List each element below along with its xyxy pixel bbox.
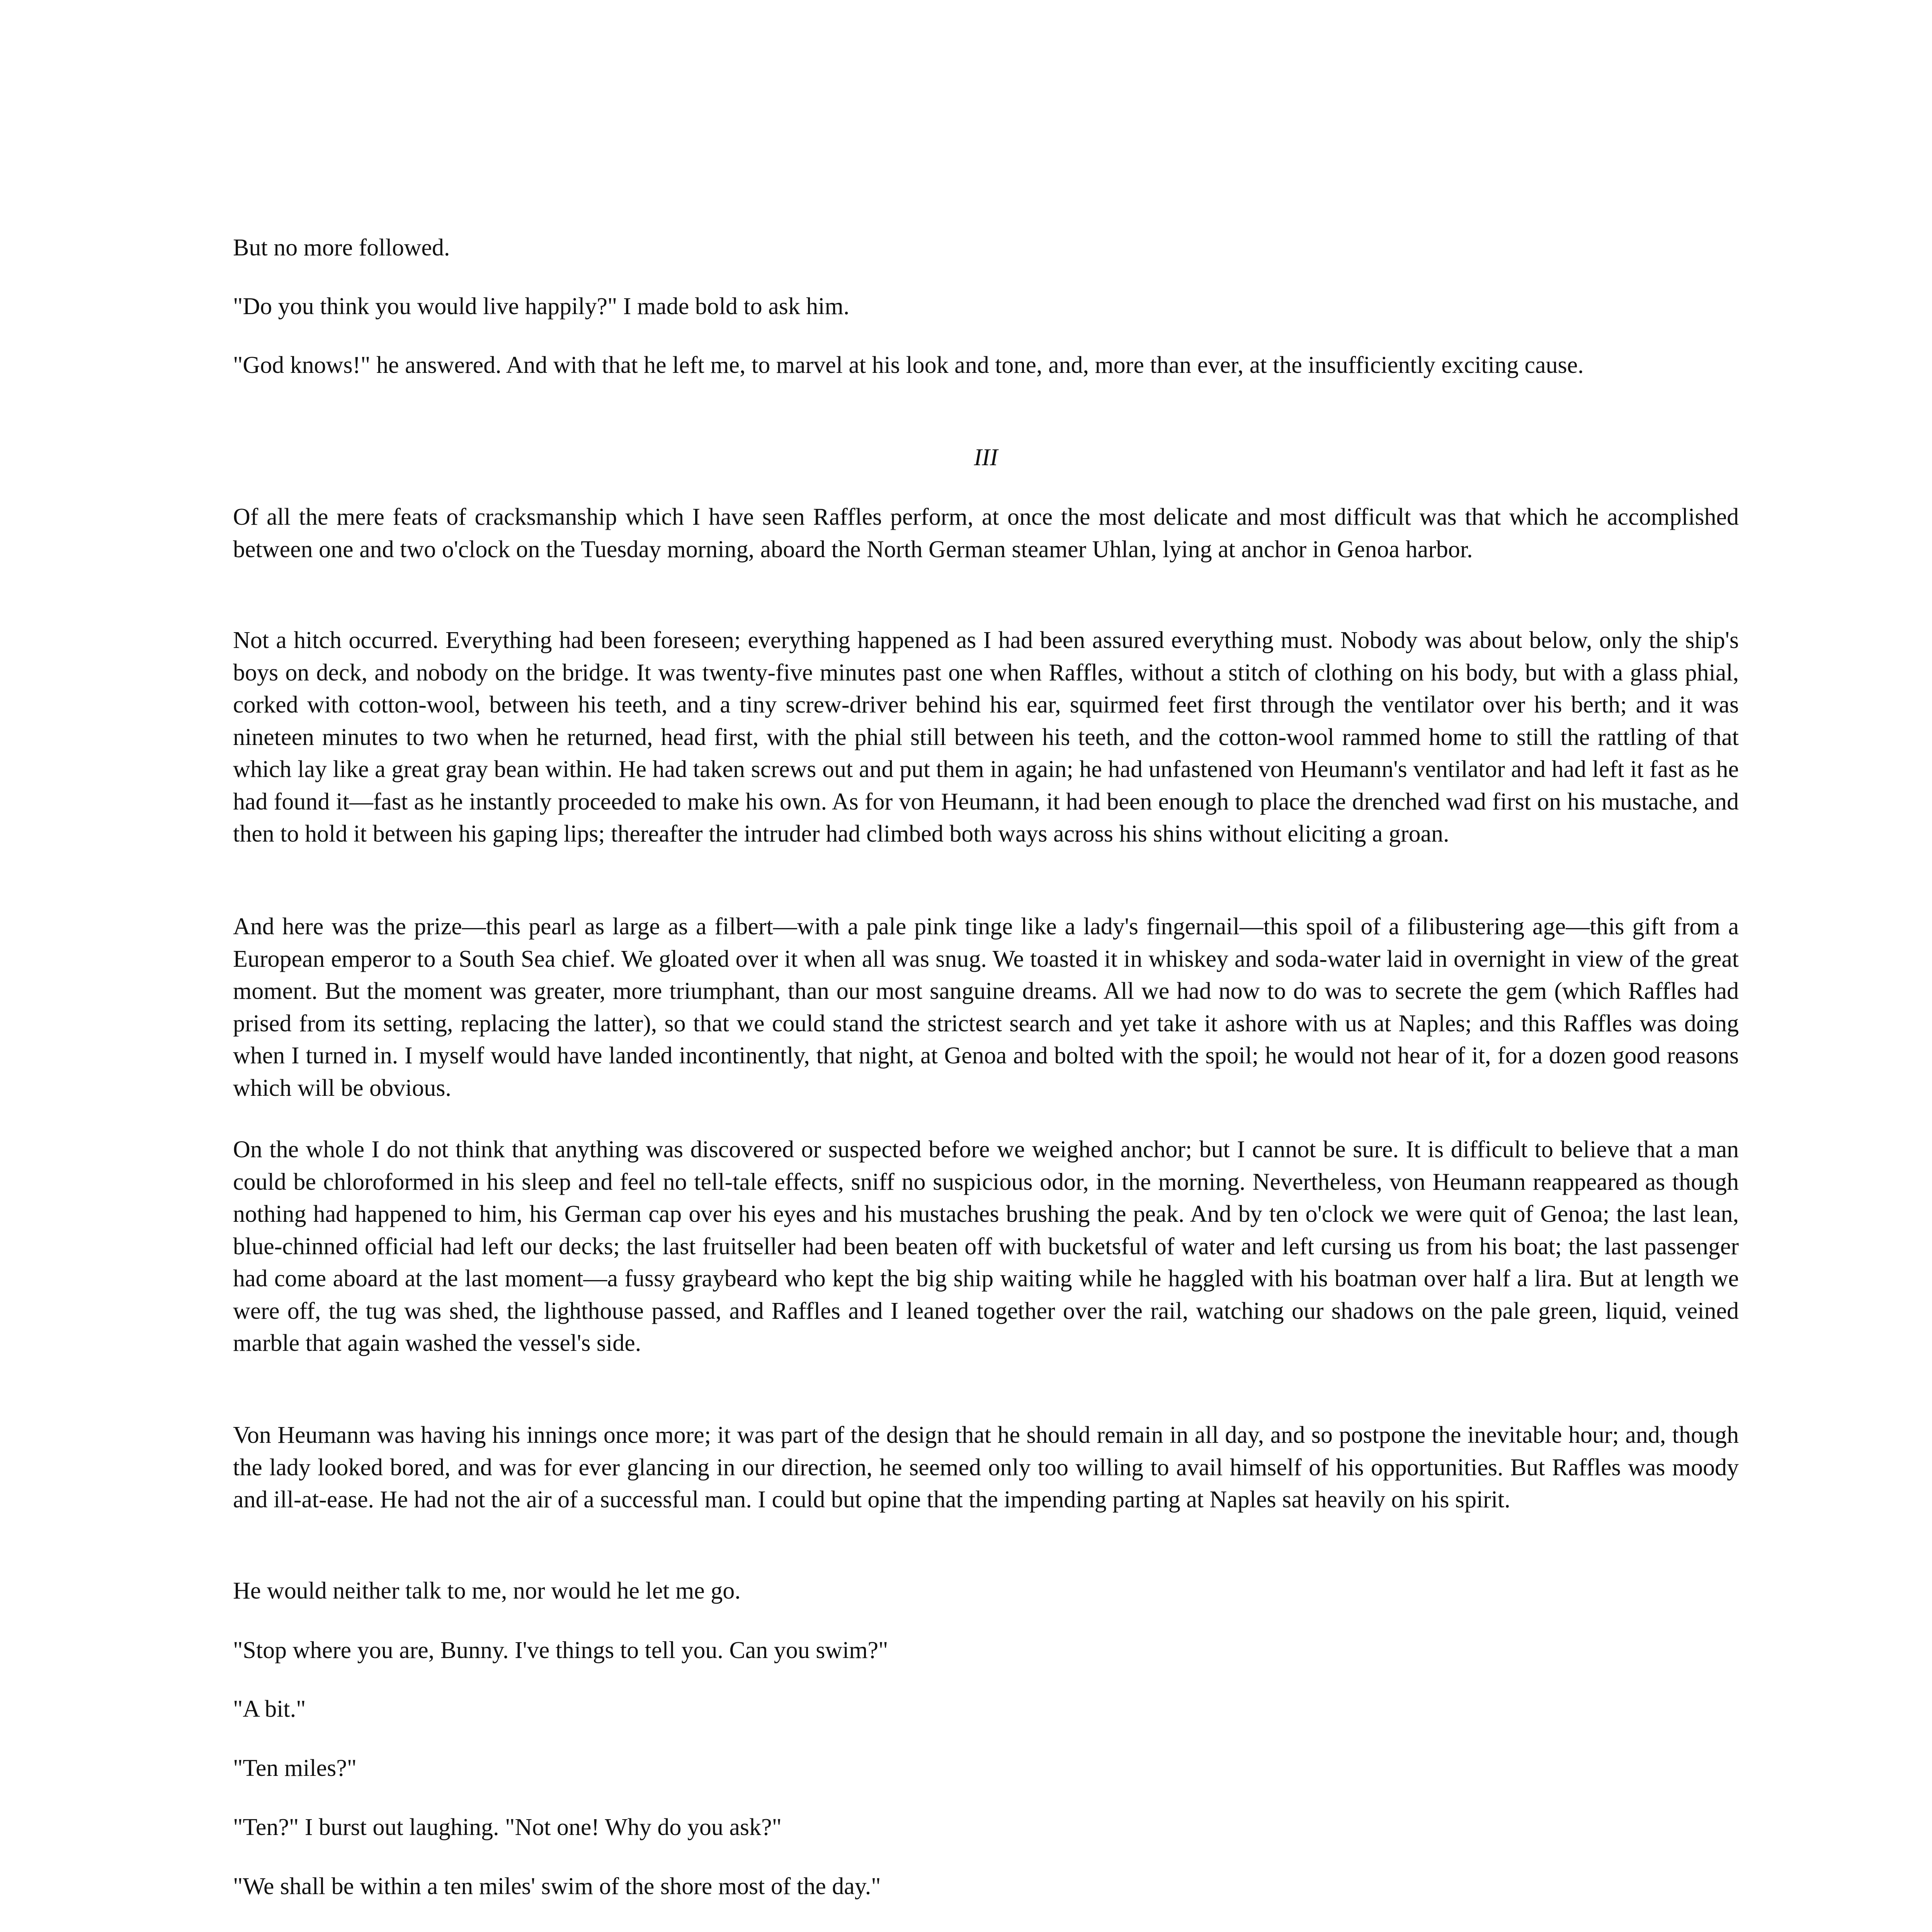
paragraph-13: "Ten?" I burst out laughing. "Not one! Why do you ask?" [233, 1814, 782, 1840]
paragraph-7: On the whole I do not think that anything was discovered or suspected before we weighed anchor; but I cannot be sure. It is difficult to believe that a man could be chloroformed in his sleep and feel no tell-tale effects, sniff no suspicious odor, in the morning. Nevertheless, von Heumann reappeared as though nothing had happened to him, his German cap over his eyes and his mustaches brushing the peak. And by ten o'clock we were quit of Genoa; the last lean, blue-chinned official had left our decks; the last fruitseller had been beaten off with bucketsful of water and left cursing us from his boat; the last passenger had come aboard at the last moment—a fussy graybeard who kept the big ship waiting while he haggled with his boatman over half a lira. But at length we were off, the tug was shed, the lighthouse passed, and Raffles and I leaned together over the rail, watching our shadows on the pale green, liquid, veined marble that again washed the vessel's side. [233, 1136, 1739, 1356]
chapter-heading: III [974, 444, 998, 471]
paragraph-1: But no more followed. [233, 235, 450, 261]
paragraph-4: Of all the mere feats of cracksmanship which I have seen Raffles perform, at once the most delicate and most difficult was that which he accomplished between one and two o'clock on the Tuesday morning, aboard the North German steamer Uhlan, lying at anchor in Genoa harbor. [233, 504, 1739, 563]
paragraph-2: "Do you think you would live happily?" I made bold to ask him. [233, 293, 850, 320]
paragraph-15 [233, 1930, 1739, 1932]
paragraph-11: "A bit." [233, 1696, 306, 1722]
paragraph-9: He would neither talk to me, nor would he let me go. [233, 1578, 741, 1604]
paragraph-3: "God knows!" he answered. And with that he left me, to marvel at his look and tone, and, more than ever, at the insufficiently exciting cause. [233, 352, 1584, 378]
paragraph-6: And here was the prize—this pearl as large as a filbert—with a pale pink tinge like a lady's fingernail—this spoil of a filibustering age—this gift from a European emperor to a South Sea chief. We gloated over it when all was snug. We toasted it in whiskey and soda-water laid in overnight in view of the great moment. But the moment was greater, more triumphant, than our most sanguine dreams. All we had now to do was to secrete the gem (which Raffles had prised from its setting, replacing the latter), so that we could stand the strictest search and yet take it ashore with us at Naples; and this Raffles was doing when I turned in. I myself would have landed incontinently, that night, at Genoa and bolted with the spoil; he would not hear of it, for a dozen good reasons which will be obvious. [233, 913, 1739, 1101]
paragraph-8: Von Heumann was having his innings once more; it was part of the design that he should remain in all day, and so postpone the inevitable hour; and, though the lady looked bored, and was for ever glancing in our direction, he seemed only too willing to avail himself of his opportunities. But Raffles was moody and ill-at-ease. He had not the air of a successful man. I could but opine that the impending parting at Naples sat heavily on his spirit. [233, 1422, 1739, 1513]
paragraph-14: "We shall be within a ten miles' swim of the shore most of the day." [233, 1873, 881, 1900]
paragraph-5: Not a hitch occurred. Everything had been foreseen; everything happened as I had been assured everything must. Nobody was about below, only the ship's boys on deck, and nobody on the bridge. It was twenty-five minutes past one when Raffles, without a stitch of clothing on his body, but with a glass phial, corked with cotton-wool, between his teeth, and a tiny screw-driver behind his ear, squirmed feet first through the ventilator over his berth; and it was nineteen minutes to two when he returned, head first, with the phial still between his teeth, and the cotton-wool rammed home to still the rattling of that which lay like a great gray bean within. He had taken screws out and put them in again; he had unfastened von Heumann's ventilator and had left it fast as he had found it—fast as he instantly proceeded to make his own. As for von Heumann, it had been enough to place the drenched wad first on his mustache, and then to hold it between his gaping lips; thereafter the intruder had climbed both ways across his shins without eliciting a groan. [233, 627, 1739, 847]
paragraph-10: "Stop where you are, Bunny. I've things to tell you. Can you swim?" [233, 1637, 888, 1663]
paragraph-12: "Ten miles?" [233, 1755, 357, 1781]
